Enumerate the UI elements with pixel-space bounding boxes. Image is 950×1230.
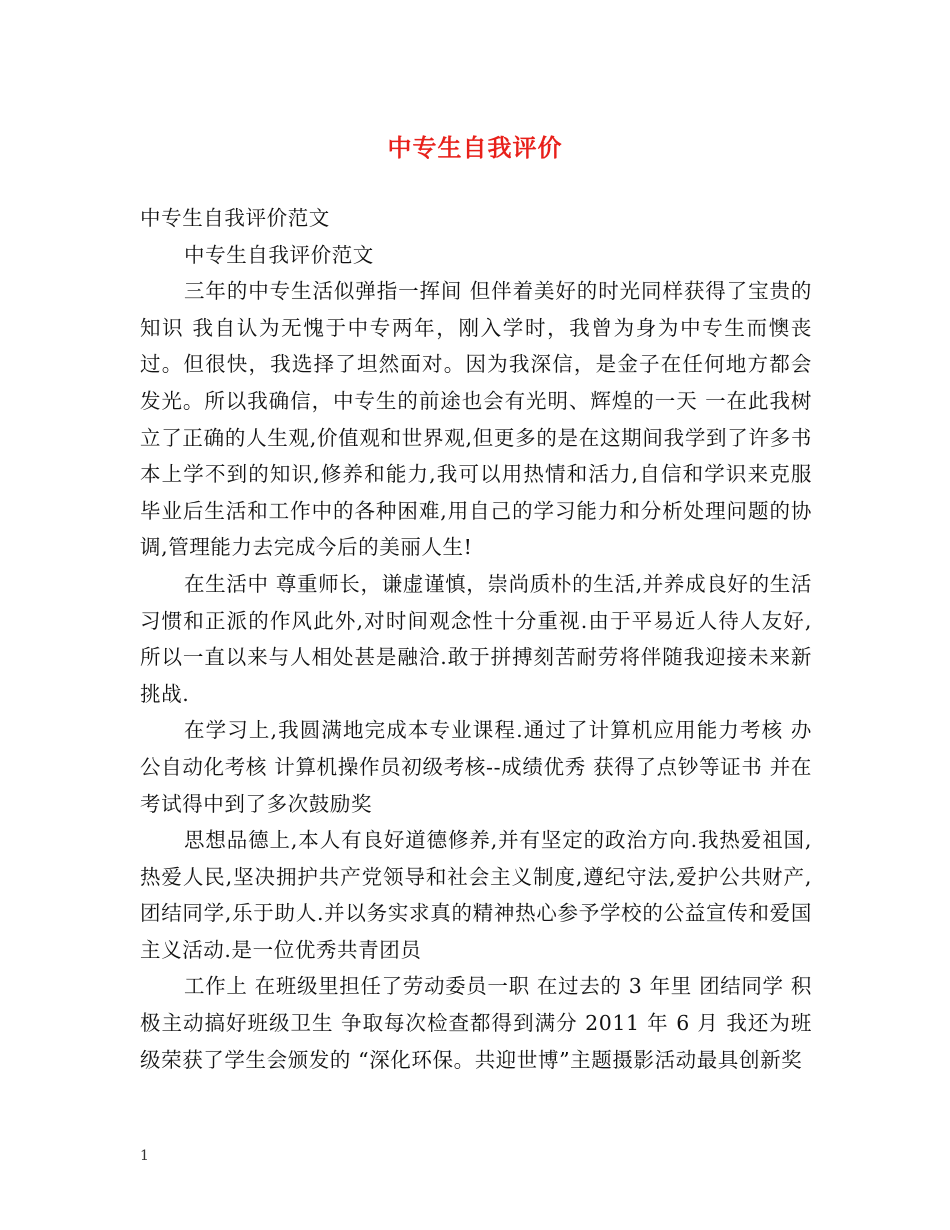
body-paragraph-morality: 思想品德上,本人有良好道德修养,并有坚定的政治方向.我热爱祖国,热爱人民,坚决拥护共产党领导和社会主义制度,遵纪守法,爱护公共财产,团结同学,乐于助人.并以务实求真的精神热心参予学校的公益宣传和爱国主义活动.是一位优秀共青团员 xyxy=(140,828,812,962)
body-paragraph-subheading: 中专生自我评价范文 xyxy=(184,242,374,267)
body-paragraph-introduction: 三年的中专生活似弹指一挥间 但伴着美好的时光同样获得了宝贵的知识 我自认为无愧于中专两年，刚入学时，我曾为身为中专生而懊丧过。但很快，我选择了坦然面对。因为我深信，是金子在任何地方都会发光。所以我确信，中专生的前途也会有光明、辉煌的一天 一在此我树立了正确的人生观,价值观和世界观,但更多的是在这期间我学到了许多书本上学不到的知识,修养和能力,我可以用热情和活力,自信和学识来克服毕业后生活和工作中的各种困难,用自己的学习能力和分析处理问题的协调,管理能力去完成今后的美丽人生! xyxy=(140,279,812,560)
page-number: 1 xyxy=(140,1148,149,1164)
body-paragraph-study: 在学习上,我圆满地完成本专业课程.通过了计算机应用能力考核 办公自动化考核 计算机操作员初级考核--成绩优秀 获得了点钞等证书 并在考试得中到了多次鼓励奖 xyxy=(140,718,812,816)
body-paragraph-work: 工作上 在班级里担任了劳动委员一职 在过去的 3 年里 团结同学 积极主动搞好班级卫生 争取每次检查都得到满分 2011 年 6 月 我还为班级荣获了学生会颁发的 “深化环保。共迎世博”主题摄影活动最具创新奖 xyxy=(140,974,812,1072)
body-paragraph-life: 在生活中 尊重师长，谦虚谨慎，崇尚质朴的生活,并养成良好的生活习惯和正派的作风此外,对时间观念性十分重视.由于平易近人待人友好,所以一直以来与人相处甚是融洽.敢于拼搏刻苦耐劳将伴随我迎接未来新挑战. xyxy=(140,571,812,706)
body-paragraph-heading: 中专生自我评价范文 xyxy=(140,206,330,230)
document-title: 中专生自我评价 xyxy=(387,133,563,162)
document-body xyxy=(140,200,812,1078)
